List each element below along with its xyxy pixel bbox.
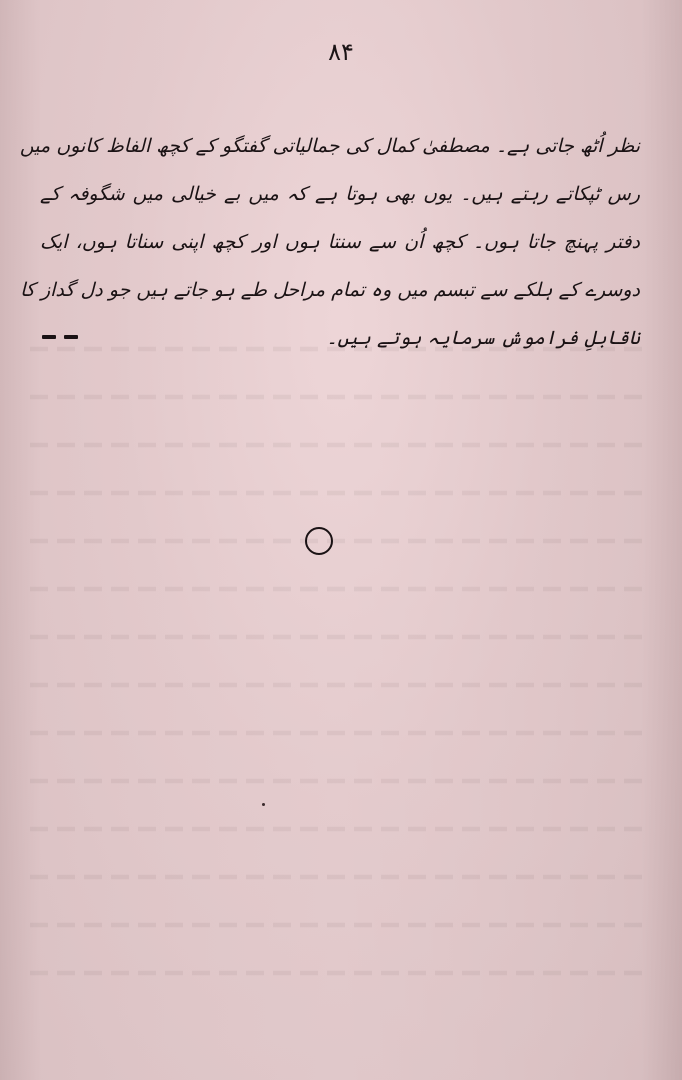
bleed-through-texture bbox=[30, 330, 650, 1030]
text-line-5 bbox=[40, 314, 640, 362]
page-number: ۸۴ bbox=[328, 38, 354, 66]
ink-speck bbox=[262, 803, 265, 806]
text-line-5-content: ناقابلِ فراموش سرمایہ ہوتے ہیں۔ bbox=[326, 327, 640, 349]
section-end-circle-ornament bbox=[305, 527, 333, 555]
text-line-4: دوسرے کے ہلکے سے تبسم میں وہ تمام مراحل طے ہو جاتے ہیں جو دل گداز کا bbox=[20, 279, 640, 301]
text-line-2: رس ٹپکاتے رہتے ہیں۔ یوں بھی ہوتا ہے کہ میں بے خیالی میں شگوفہ کے bbox=[40, 183, 640, 205]
end-of-section-dashes bbox=[40, 335, 78, 341]
text-line-3: دفتر پہنچ جاتا ہوں۔ کچھ اُن سے سنتا ہوں اور کچھ اپنی سناتا ہوں، ایک bbox=[40, 231, 640, 253]
paragraph bbox=[19, 122, 640, 362]
text-line-1: نظر اُٹھ جاتی ہے۔ مصطفیٰ کمال کی جمالیاتی گفتگو کے کچھ الفاظ کانوں میں bbox=[19, 135, 640, 157]
